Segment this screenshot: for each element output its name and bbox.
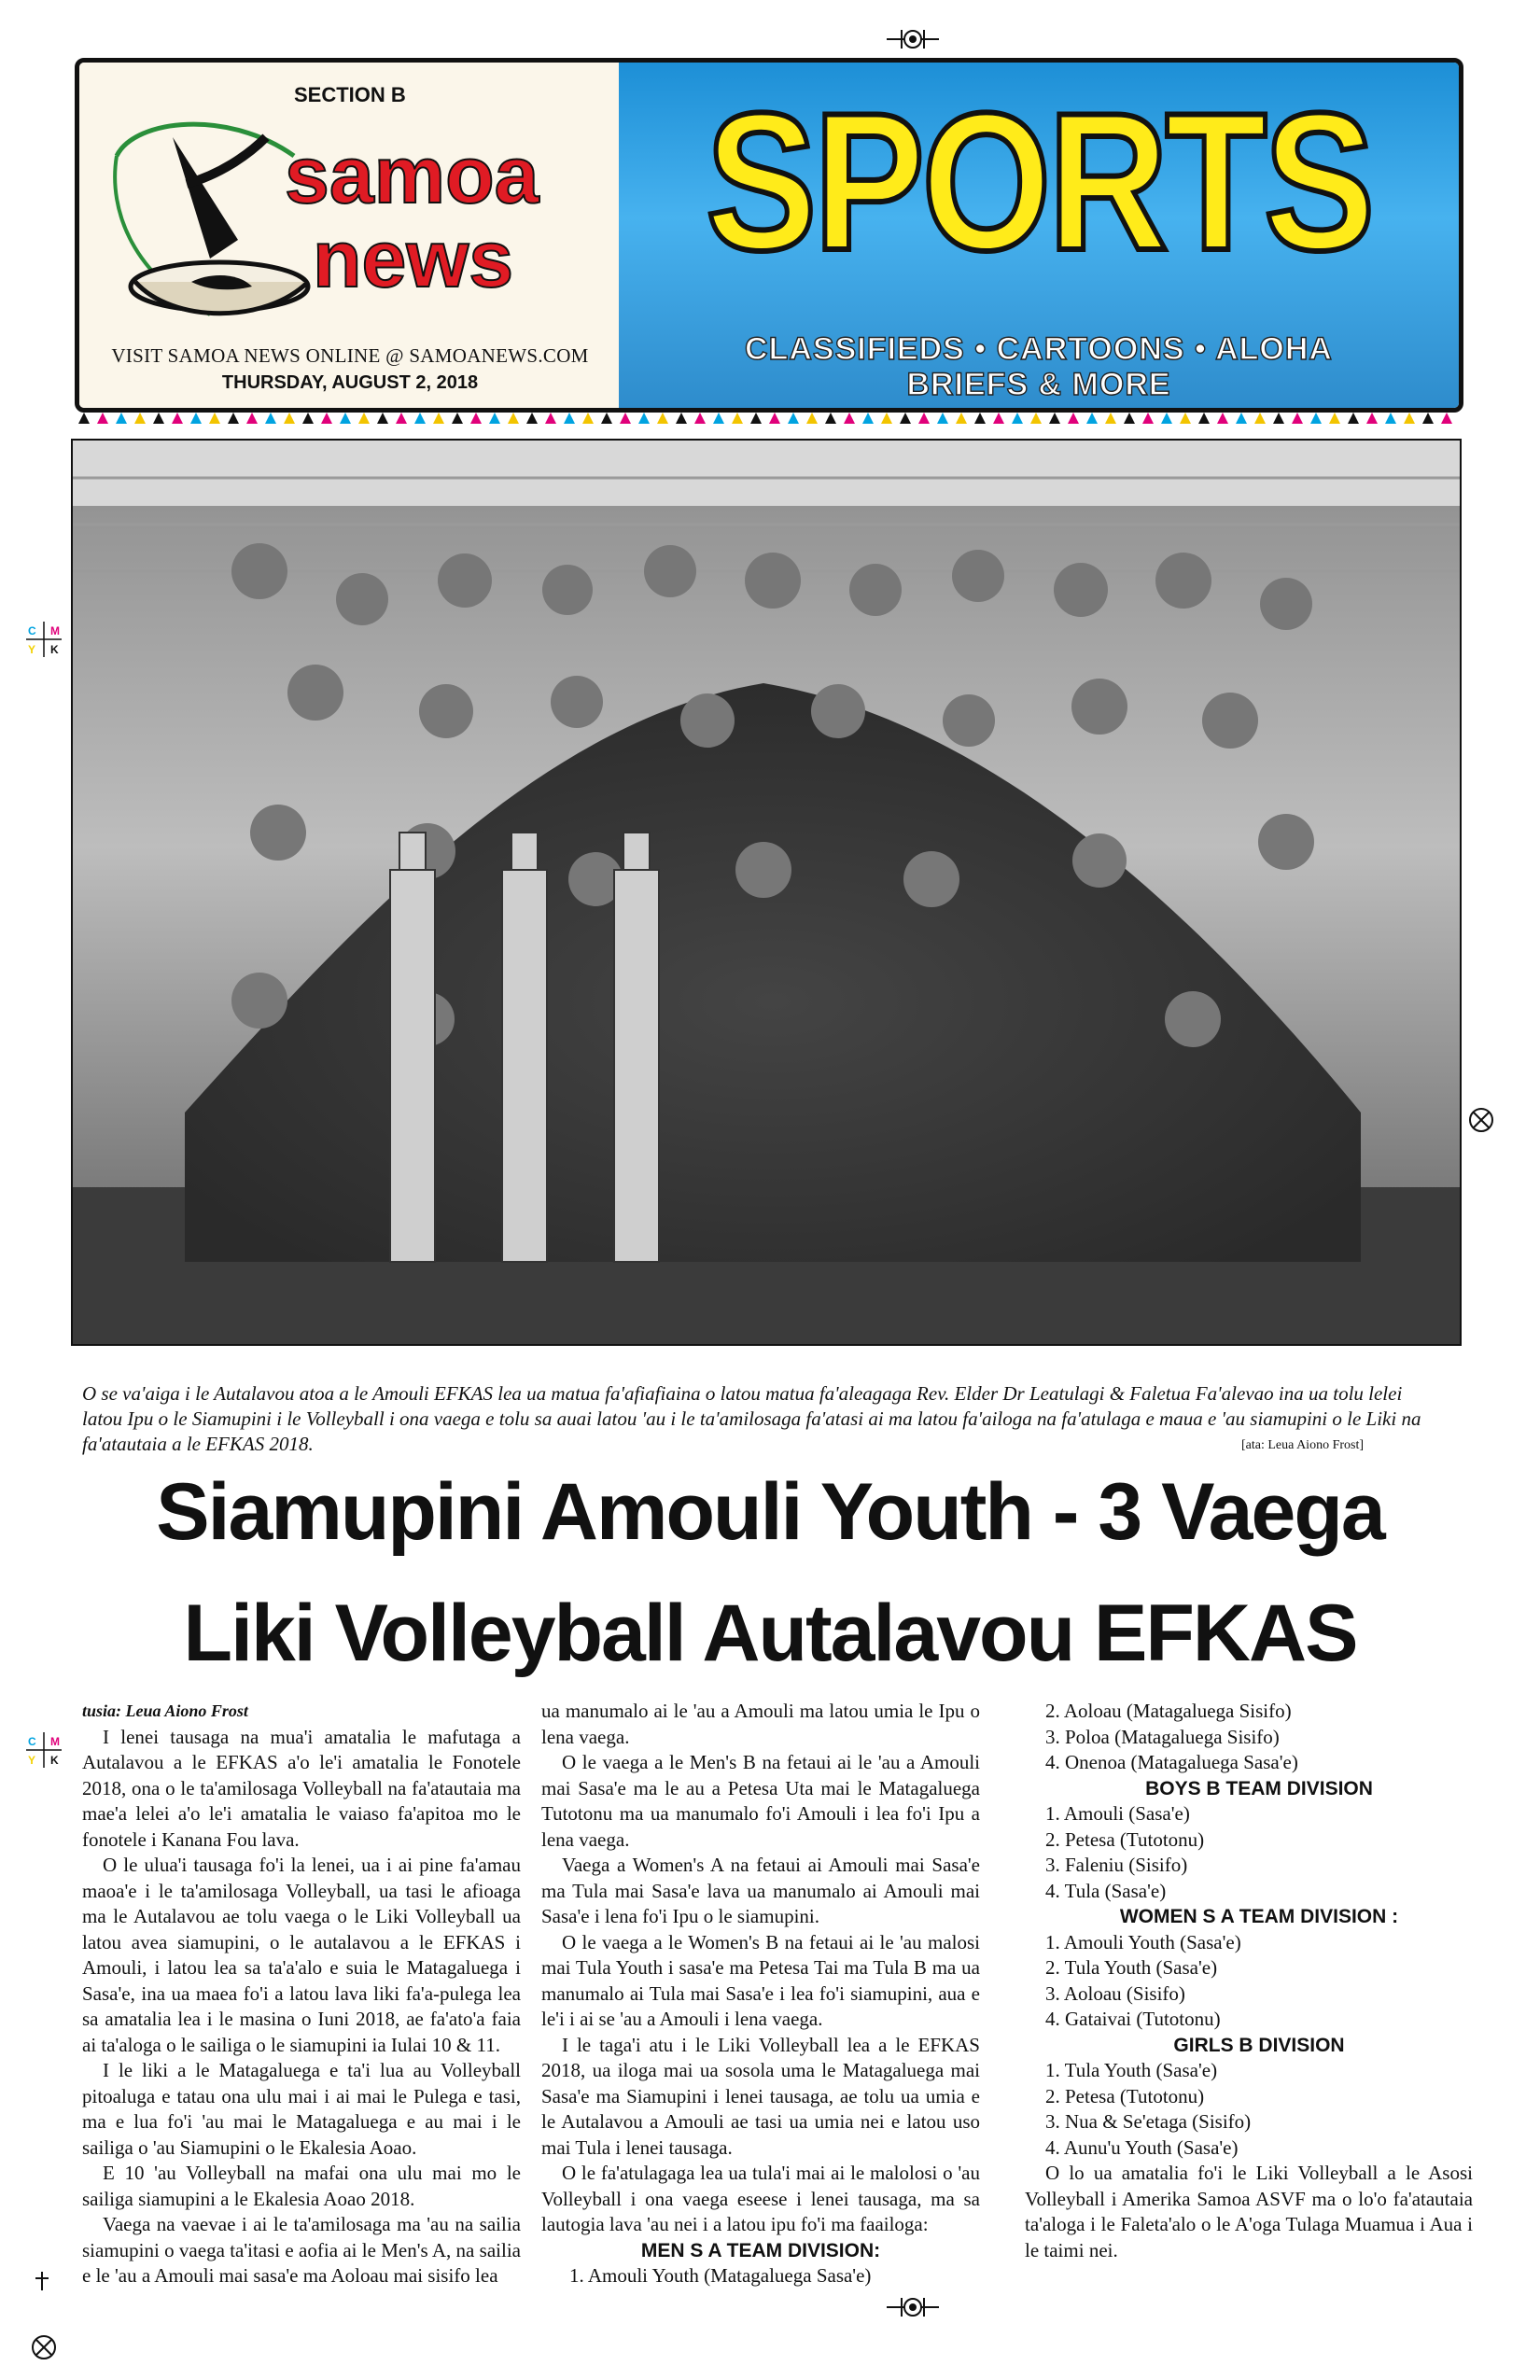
triangle-ornament bbox=[1198, 413, 1210, 424]
logo-news-text: news bbox=[313, 215, 514, 304]
triangle-ornament bbox=[1180, 413, 1191, 424]
triangle-ornament bbox=[1292, 413, 1303, 424]
banner-subline-1: CLASSIFIEDS • CARTOONS • ALOHA bbox=[745, 331, 1333, 367]
triangle-ornament bbox=[433, 413, 444, 424]
paragraph: ua manumalo ai le 'au a Amouli ma latou umia le Ipu o lena vaega. bbox=[541, 1700, 980, 1748]
list-item: 4. Gataivai (Tutotonu) bbox=[1045, 2008, 1221, 2030]
article-column-2 bbox=[541, 1699, 980, 2289]
svg-text:K: K bbox=[50, 643, 59, 656]
crosshair-icon bbox=[1467, 1106, 1495, 1134]
triangle-ornament bbox=[1366, 413, 1378, 424]
cross-mark-icon bbox=[35, 2272, 49, 2290]
triangle-ornament bbox=[993, 413, 1004, 424]
issue-date: THURSDAY, AUGUST 2, 2018 bbox=[221, 372, 479, 393]
triangle-ornament bbox=[340, 413, 351, 424]
triangle-ornament bbox=[190, 413, 202, 424]
paragraph: O le fa'atulagaga lea ua tula'i mai ai le malolosi o 'au Volleyball i ona vaega eseese i lenei tausaga, ma sa lautogia lava 'au nei i a latou ipu fo'i ma faailoga: bbox=[541, 2162, 980, 2235]
triangle-ornament bbox=[1049, 413, 1060, 424]
triangle-ornament bbox=[377, 413, 388, 424]
crosshair-icon bbox=[887, 2296, 939, 2318]
triangle-ornament bbox=[153, 413, 164, 424]
triangle-ornament bbox=[526, 413, 538, 424]
paragraph: I le liki a le Matagaluega e ta'i lua au Volleyball pitoaluga e tatau ona ulu mai i ai mai le Pulega e tasi, ma e lua fo'i 'au mai le Matagaluega e au mai i le sailiga o 'au Siamupini o le Ekalesia Aoao. bbox=[82, 2059, 521, 2159]
svg-text:Y: Y bbox=[28, 1754, 36, 1767]
triangle-ornament bbox=[601, 413, 612, 424]
list-item: 4. Aunu'u Youth (Sasa'e) bbox=[1045, 2135, 1239, 2159]
logo-samoa-text: samoa bbox=[285, 131, 539, 220]
list-item: 1. Tula Youth (Sasa'e) bbox=[1045, 2059, 1218, 2081]
triangle-ornament bbox=[321, 413, 332, 424]
womens-a-heading: WOMEN S A TEAM DIVISION : bbox=[1119, 1906, 1399, 1927]
svg-text:C: C bbox=[28, 1735, 36, 1748]
paragraph: O le vaega a le Men's B na fetaui ai le 'au a Amouli mai Sasa'e ma le au a Petesa Uta mai le Matagaluega Tutotonu ma ua manumalo fo'i Amouli i lea fo'i Ipu a lena vaega. bbox=[541, 1751, 980, 1851]
paragraph: Vaega na vaevae i ai le ta'amilosaga ma 'au na sailia siamupini o vaega ta'itasi e aofia ai le Men's A, na sailia e le 'au a Amouli mai sasa'e ma Aoloau mai sisifo lea bbox=[82, 2213, 521, 2287]
list-item: 3. Aoloau (Sisifo) bbox=[1045, 1981, 1185, 2005]
triangle-ornament bbox=[1236, 413, 1247, 424]
trophy-icon bbox=[390, 833, 659, 1262]
triangle-ornament bbox=[209, 413, 220, 424]
triangle-ornament bbox=[862, 413, 874, 424]
svg-text:C: C bbox=[28, 624, 36, 637]
triangle-ornament bbox=[470, 413, 482, 424]
crosshair-icon bbox=[887, 28, 939, 50]
triangle-ornament bbox=[1142, 413, 1154, 424]
headline-line-1: Siamupini Amouli Youth - 3 Vaega bbox=[156, 1467, 1384, 1557]
list-item: 1. Amouli Youth (Sasa'e) bbox=[1045, 1930, 1241, 1953]
paragraph: I le taga'i atu i le Liki Volleyball lea a le EFKAS 2018, ua iloga mai ua sosola uma le Matagaluega mai Sasa'e ma Siamupini i lenei tausaga, ae tolu ua umia e le Autalavou a Amouli ae tasi ua umia nei e latou uso mai Tula i lenei tausaga. bbox=[541, 2033, 980, 2159]
list-item: 4. Tula (Sasa'e) bbox=[1045, 1879, 1167, 1902]
list-item: 2. Petesa (Tutotonu) bbox=[1045, 2084, 1205, 2107]
paragraph: O lo ua amatalia fo'i le Liki Volleyball a le Asosi Volleyball i Amerika Samoa ASVF ma o lo'o fa'atautaia ta'aloga i le Faleta'alo o le A'oga Tulaga Muamua i Aua i le taimi nei. bbox=[1025, 2162, 1473, 2261]
triangle-ornament bbox=[1217, 413, 1228, 424]
list-item: 4. Onenoa (Matagaluega Sasa'e) bbox=[1045, 1751, 1298, 1773]
triangle-ornament bbox=[1105, 413, 1116, 424]
triangle-ornament bbox=[545, 413, 556, 424]
triangle-ornament bbox=[974, 413, 986, 424]
list-item: 3. Poloa (Matagaluega Sisifo) bbox=[1045, 1725, 1280, 1748]
triangle-ornament bbox=[302, 413, 314, 424]
triangle-ornament bbox=[396, 413, 407, 424]
triangle-ornament bbox=[918, 413, 930, 424]
triangle-ornament bbox=[806, 413, 818, 424]
list-item: 1. Amouli (Sasa'e) bbox=[1045, 1802, 1190, 1825]
triangle-ornament bbox=[1030, 413, 1042, 424]
triangle-ornament bbox=[638, 413, 650, 424]
photo-credit: [ata: Leua Aiono Frost] bbox=[1241, 1438, 1365, 1452]
headline-line-2: Liki Volleyball Autalavou EFKAS bbox=[183, 1589, 1357, 1678]
triangle-ornament bbox=[489, 413, 500, 424]
triangle-ornament bbox=[1422, 413, 1434, 424]
triangle-ornament bbox=[228, 413, 239, 424]
triangle-ornament bbox=[414, 413, 426, 424]
website-line: VISIT SAMOA NEWS ONLINE @ SAMOANEWS.COM bbox=[111, 344, 589, 367]
crosshair-icon bbox=[30, 2333, 58, 2361]
triangle-ornament bbox=[78, 413, 90, 424]
article-column-3 bbox=[1025, 1699, 1473, 2263]
triangle-ornament bbox=[284, 413, 295, 424]
paragraph: Vaega a Women's A na fetaui ai Amouli mai Sasa'e ma Tula mai Sasa'e lava ua manumalo ai Amouli mai Sasa'e i lena fo'i Ipu o le siamupini. bbox=[541, 1854, 980, 1927]
triangle-ornament bbox=[956, 413, 967, 424]
paragraph: E 10 'au Volleyball na mafai ona ulu mai mo le sailiga siamupini a le Ekalesia Aoao 2018. bbox=[82, 2162, 521, 2210]
triangle-ornament bbox=[676, 413, 687, 424]
triangle-ornament bbox=[788, 413, 799, 424]
banner-subline-2: BRIEFS & MORE bbox=[906, 367, 1171, 402]
triangle-ornament bbox=[900, 413, 911, 424]
svg-text:K: K bbox=[50, 1754, 59, 1767]
triangle-ornament bbox=[1124, 413, 1135, 424]
triangle-ornament bbox=[1161, 413, 1172, 424]
triangle-ornament bbox=[452, 413, 463, 424]
triangle-ornament bbox=[564, 413, 575, 424]
triangle-ornament bbox=[1348, 413, 1359, 424]
svg-text:M: M bbox=[50, 1735, 60, 1748]
triangle-ornament bbox=[750, 413, 762, 424]
paragraph: O le ulua'i tausaga fo'i la lenei, ua i ai pine fa'amau maoa'e i le ta'amilosaga Volleyball, ua tasi le afioaga ma le Autalavou ae tolu vaega o le Liki Volleyball ua latou avea siamupini, o le autalavou a le EFKAS i Amouli, i latou lea sa ta'a'alo e suia le Matagaluega i Sasa'e, ina ua maea fo'i a latou lava liki fa'a-pulega lea sa amatalia lea i le masina o Iuni 2018, ae fa'ato'a faia ai ta'aloga o le sailiga o le siamupini ia Iulai 10 & 11. bbox=[82, 1854, 521, 2056]
decorative-triangle-strip bbox=[75, 409, 1454, 427]
triangle-ornament bbox=[246, 413, 258, 424]
masthead bbox=[75, 58, 1463, 413]
sports-title: SPORTS bbox=[706, 72, 1372, 291]
list-item: 2. Petesa (Tutotonu) bbox=[1045, 1827, 1205, 1851]
triangle-ornament bbox=[1385, 413, 1396, 424]
triangle-ornament bbox=[844, 413, 855, 424]
list-item: 2. Tula Youth (Sasa'e) bbox=[1045, 1956, 1218, 1979]
svg-text:Y: Y bbox=[28, 643, 36, 656]
team-photo bbox=[71, 439, 1462, 1346]
triangle-ornament bbox=[657, 413, 668, 424]
photo-caption: O se va'aiga i le Autalavou atoa a le Amouli EFKAS lea ua matua fa'afiafiaina o latou matua fa'aleagaga Rev. Elder Dr Leatulagi & Faletua Fa'alevao ina ua tolu lelei latou Ipu o le Siamupini i le Volleyball i ona vaega e tolu sa auai latou 'au i le ta'amilosaga fa'atasi ai ma latou fa'ailoga na fa'atulaga e maua e 'au siamupini o le Liki na fa'atautaia a le EFKAS 2018. bbox=[82, 1382, 1421, 1455]
triangle-ornament bbox=[713, 413, 724, 424]
triangle-ornament bbox=[1310, 413, 1322, 424]
article-column-1 bbox=[82, 1699, 521, 2289]
logo-panel bbox=[79, 63, 619, 408]
triangle-ornament bbox=[881, 413, 892, 424]
section-label: SECTION B bbox=[294, 83, 406, 106]
paragraph: O le vaega a le Women's B na fetaui ai le 'au malosi mai Tula Youth i sasa'e ma Petesa Tai ma Tula B ma ua manumalo ai Tula mai Sasa'e i lea fo'i siamupini, aua e le'i i ai se 'au a Amouli i lena vaega. bbox=[541, 1930, 980, 2030]
triangle-ornament bbox=[937, 413, 948, 424]
triangle-ornament bbox=[732, 413, 743, 424]
cmyk-mark-icon bbox=[22, 1729, 65, 1771]
triangle-ornament bbox=[97, 413, 108, 424]
triangle-ornament bbox=[134, 413, 146, 424]
triangle-ornament bbox=[116, 413, 127, 424]
cmyk-mark-icon bbox=[22, 618, 65, 661]
triangle-ornament bbox=[358, 413, 370, 424]
list-item: 3. Nua & Se'etaga (Sisifo) bbox=[1045, 2110, 1252, 2133]
triangle-ornament bbox=[825, 413, 836, 424]
triangle-ornament bbox=[1329, 413, 1340, 424]
triangle-ornament bbox=[769, 413, 780, 424]
mens-a-heading: MEN S A TEAM DIVISION: bbox=[640, 2239, 881, 2261]
triangle-ornament bbox=[1404, 413, 1415, 424]
triangle-ornament bbox=[1012, 413, 1023, 424]
list-item: 2. Aoloau (Matagaluega Sisifo) bbox=[1045, 1700, 1292, 1722]
triangle-ornament bbox=[1068, 413, 1079, 424]
svg-text:M: M bbox=[50, 624, 60, 637]
byline: tusia: Leua Aiono Frost bbox=[82, 1701, 248, 1720]
triangle-ornament bbox=[620, 413, 631, 424]
triangle-ornament bbox=[265, 413, 276, 424]
triangle-ornament bbox=[694, 413, 706, 424]
boys-b-heading: BOYS B TEAM DIVISION bbox=[1145, 1777, 1373, 1799]
triangle-ornament bbox=[1441, 413, 1452, 424]
sports-banner bbox=[619, 63, 1459, 408]
triangle-ornament bbox=[1273, 413, 1284, 424]
triangle-ornament bbox=[172, 413, 183, 424]
paragraph: I lenei tausaga na mua'i amatalia le mafutaga a Autalavou a le EFKAS a'o le'i amatalia le Fonotele 2018, ona o le ta'amilosaga Volleyball na fa'atautaia ma mae'a lelei a'o le'i amatalia le vaiaso fa'apitoa mo le fonotele i Kanana Fou lava. bbox=[82, 1725, 521, 1851]
triangle-ornament bbox=[1086, 413, 1098, 424]
triangle-ornament bbox=[582, 413, 594, 424]
samoa-news-logo bbox=[79, 100, 619, 343]
list-item: 1. Amouli Youth (Matagaluega Sasa'e) bbox=[569, 2264, 872, 2287]
triangle-ornament bbox=[508, 413, 519, 424]
triangle-ornament bbox=[1254, 413, 1266, 424]
girls-b-heading: GIRLS B DIVISION bbox=[1173, 2034, 1345, 2056]
list-item: 3. Faleniu (Sisifo) bbox=[1045, 1854, 1188, 1876]
